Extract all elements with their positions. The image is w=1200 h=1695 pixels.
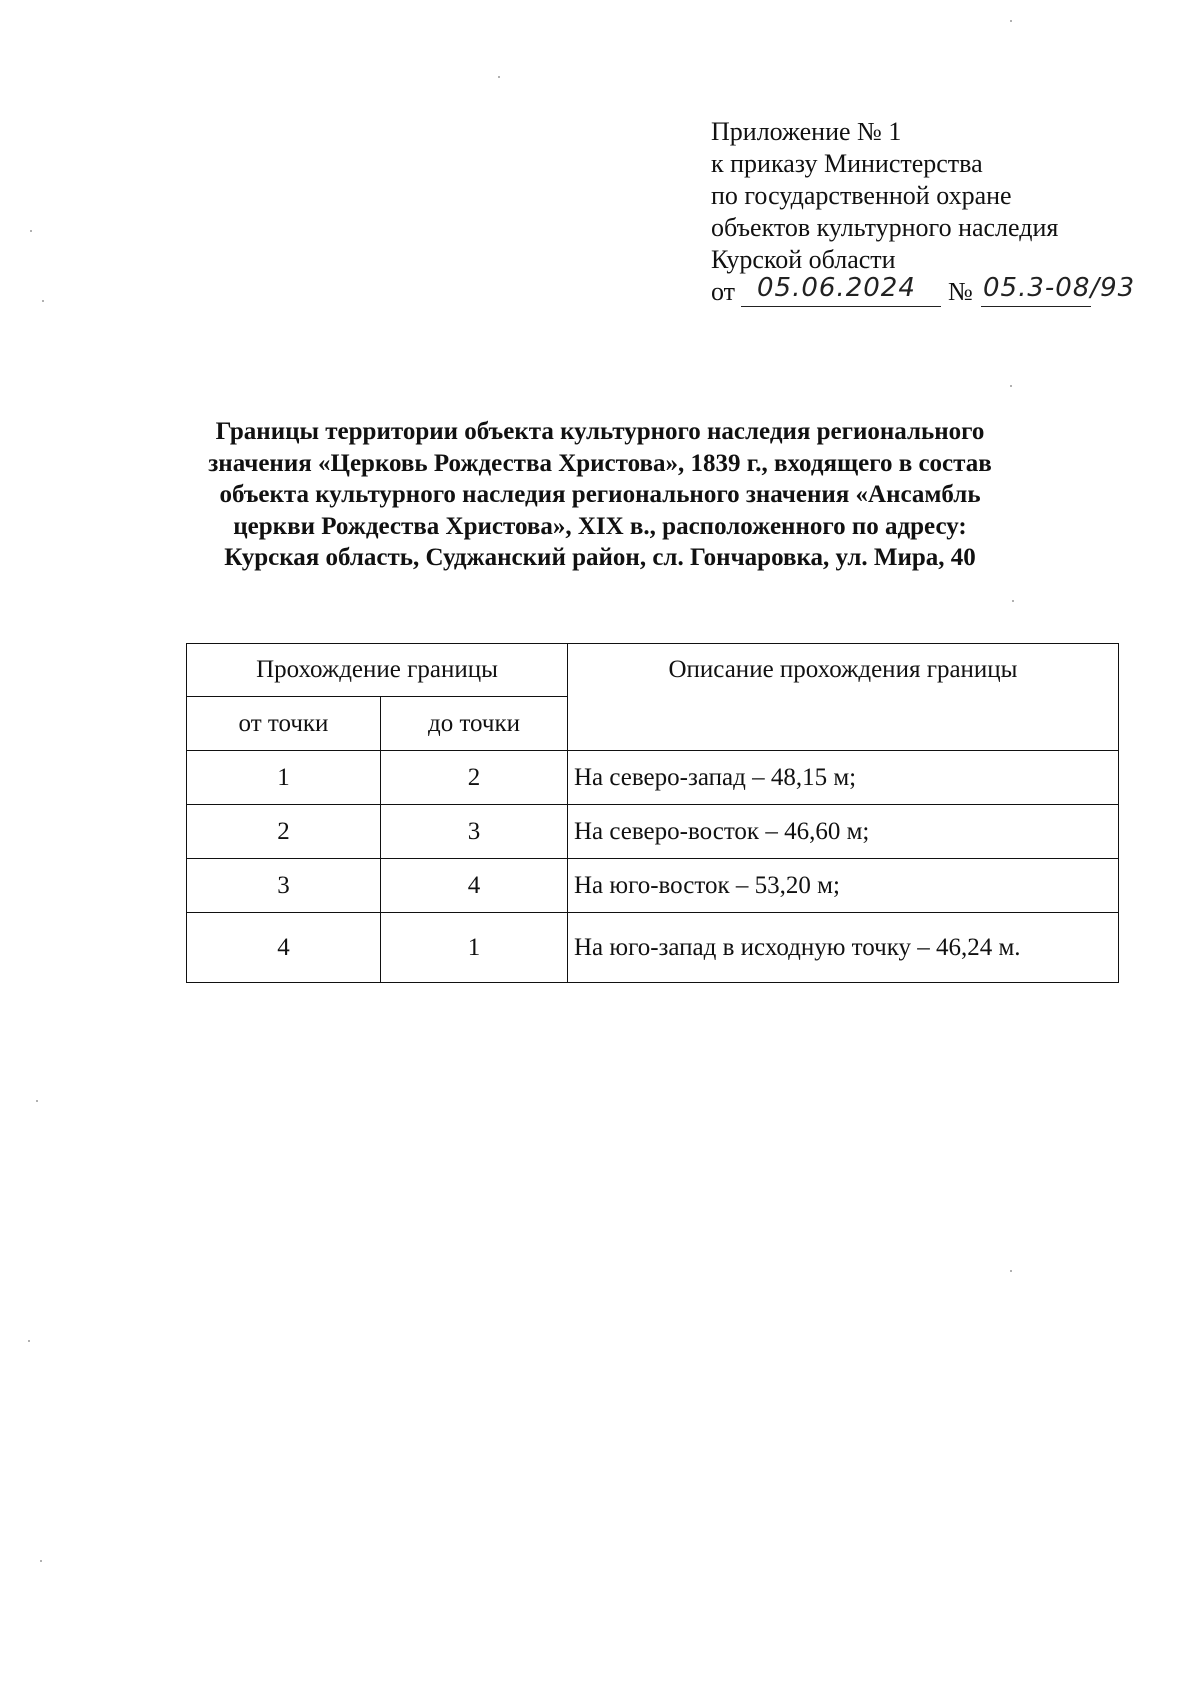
boundary-table bbox=[186, 643, 1119, 983]
order-date-number-line bbox=[711, 273, 1161, 312]
cell-description: На северо-восток – 46,60 м; bbox=[568, 805, 1119, 859]
appendix-line-2: к приказу Министерства bbox=[711, 149, 983, 178]
cell-from: 1 bbox=[187, 751, 381, 805]
scan-speck bbox=[498, 76, 500, 78]
title-line-2: значения «Церковь Рождества Христова», 1839 г., входящего в состав bbox=[208, 449, 992, 477]
cell-to: 4 bbox=[381, 859, 568, 913]
table-row bbox=[187, 751, 1119, 805]
handwritten-number: 05.3-08/93 bbox=[983, 273, 1136, 303]
scan-speck bbox=[1010, 20, 1012, 22]
cell-to: 1 bbox=[381, 913, 568, 983]
scan-speck bbox=[1012, 600, 1014, 602]
scan-speck bbox=[42, 300, 44, 302]
cell-to: 3 bbox=[381, 805, 568, 859]
number-prefix: № bbox=[948, 277, 973, 306]
appendix-line-1: Приложение № 1 bbox=[711, 117, 902, 146]
scan-speck bbox=[30, 230, 32, 232]
date-underline bbox=[741, 306, 941, 307]
header-from-point: от точки bbox=[187, 697, 381, 751]
date-prefix: от bbox=[711, 277, 736, 306]
cell-from: 3 bbox=[187, 859, 381, 913]
cell-description: На северо-запад – 48,15 м; bbox=[568, 751, 1119, 805]
cell-description: На юго-восток – 53,20 м; bbox=[568, 859, 1119, 913]
table-row bbox=[187, 805, 1119, 859]
cell-from: 2 bbox=[187, 805, 381, 859]
header-to-point: до точки bbox=[381, 697, 568, 751]
table-row bbox=[187, 913, 1119, 983]
handwritten-date: 05.06.2024 bbox=[757, 273, 916, 303]
scan-speck bbox=[36, 1100, 38, 1102]
number-underline bbox=[981, 306, 1091, 307]
scan-speck bbox=[1010, 1270, 1012, 1272]
appendix-line-4: объектов культурного наследия bbox=[711, 213, 1059, 242]
appendix-line-5: Курской области bbox=[711, 245, 896, 274]
appendix-header bbox=[711, 116, 1161, 312]
scan-speck bbox=[40, 1560, 42, 1562]
document-title bbox=[170, 416, 1030, 574]
scan-speck bbox=[28, 1340, 30, 1342]
cell-description: На юго-запад в исходную точку – 46,24 м. bbox=[568, 913, 1119, 983]
table-row bbox=[187, 859, 1119, 913]
cell-to: 2 bbox=[381, 751, 568, 805]
header-boundary-passage: Прохождение границы bbox=[187, 644, 568, 697]
title-line-1: Границы территории объекта культурного наследия регионального bbox=[215, 418, 985, 445]
title-line-4: церкви Рождества Христова», XIX в., расположенного по адресу: bbox=[233, 512, 967, 540]
scan-speck bbox=[1010, 385, 1012, 387]
table-header-row bbox=[187, 644, 1119, 697]
cell-from: 4 bbox=[187, 913, 381, 983]
header-description: Описание прохождения границы bbox=[568, 644, 1119, 751]
appendix-line-3: по государственной охране bbox=[711, 181, 1012, 210]
title-line-5: Курская область, Суджанский район, сл. Гончаровка, ул. Мира, 40 bbox=[224, 544, 976, 571]
title-line-3: объекта культурного наследия регионального значения «Ансамбль bbox=[219, 481, 981, 508]
